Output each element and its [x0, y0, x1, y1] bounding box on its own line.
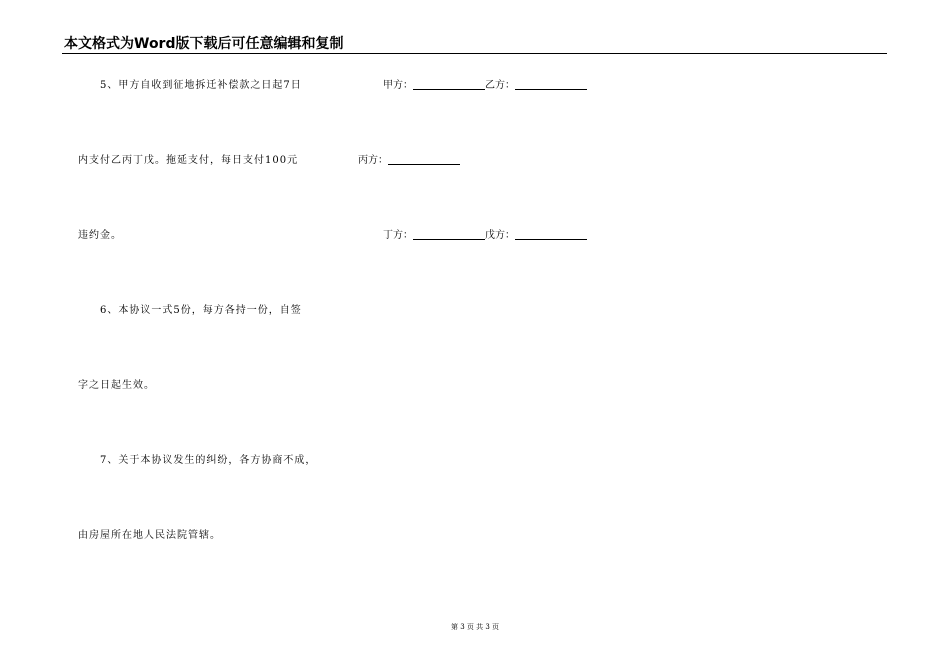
party-wu-label: 戊方： [485, 230, 515, 241]
party-bing-label: 丙方： [358, 155, 388, 166]
clause-5-line-2: 内支付乙丙丁戊。拖延支付，每日支付100元 [78, 155, 299, 166]
clause-5-line-1: 5、甲方自收到征地拆迁补偿款之日起7日 [100, 80, 302, 91]
signature-row-jia-yi [383, 80, 587, 92]
party-yi-signature-line [515, 89, 587, 90]
header-divider [62, 53, 887, 54]
party-ding-signature-line [413, 239, 485, 240]
party-ding-label: 丁方： [383, 230, 413, 241]
party-jia-signature-line [413, 89, 485, 90]
party-yi-label: 乙方： [485, 80, 515, 91]
party-wu-signature-line [515, 239, 587, 240]
clause-5-line-3: 违约金。 [78, 230, 122, 241]
clause-6-line-2: 字之日起生效。 [78, 380, 155, 391]
page-number-footer: 第 3 页 共 3 页 [450, 623, 500, 631]
party-jia-label: 甲方： [383, 80, 413, 91]
clause-7-line-2: 由房屋所在地人民法院管辖。 [78, 530, 221, 541]
clause-7-line-1: 7、关于本协议发生的纠纷，各方协商不成， [100, 455, 317, 466]
party-bing-signature-line [388, 164, 460, 165]
clause-6-line-1: 6、本协议一式5份，每方各持一份，自签 [100, 305, 302, 316]
signature-row-ding-wu [383, 230, 587, 242]
signature-row-bing [358, 155, 460, 167]
document-header-title: 本文格式为Word版下载后可任意编辑和复制 [64, 36, 344, 52]
